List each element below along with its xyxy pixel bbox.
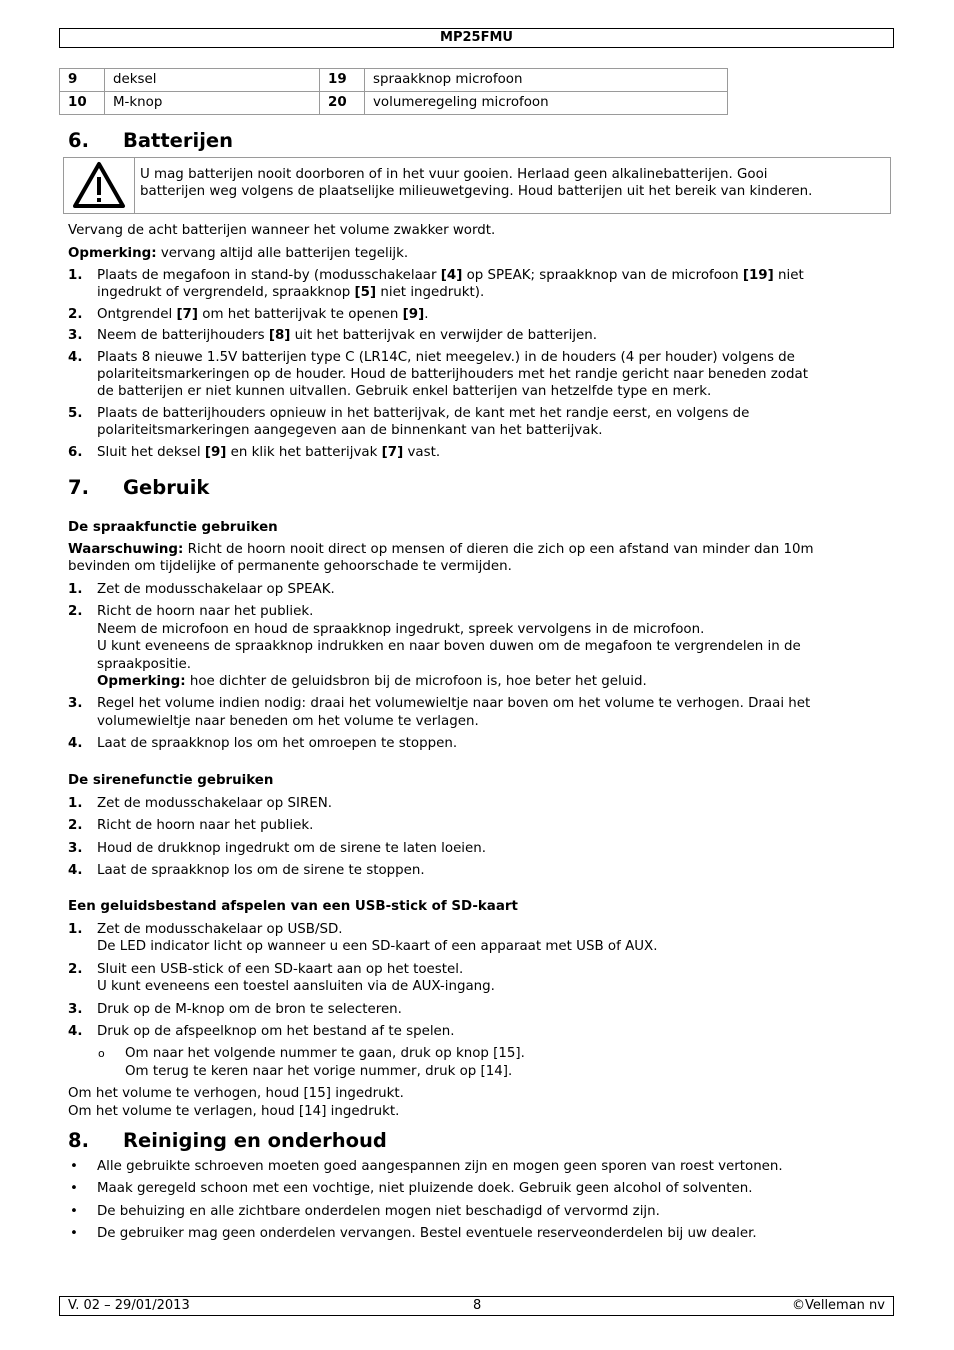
list-item: • De behuizing en alle zichtbare onderdelen mogen niet beschadigd of vervormd zijn. bbox=[70, 1203, 660, 1219]
parts-table bbox=[59, 68, 728, 115]
document-header bbox=[59, 28, 894, 48]
list-item: 3. Regel het volume indien nodig: draai het volumewieltje naar boven om het volume te verhogen. Draai het volumewieltje naar beneden om het volume te verlagen. bbox=[68, 696, 811, 729]
section-title: Reiniging en onderhoud bbox=[123, 1129, 387, 1152]
step-number: 6. bbox=[68, 444, 83, 460]
part-number: 19 bbox=[320, 69, 365, 92]
part-name: volumeregeling microfoon bbox=[365, 92, 728, 115]
section-heading-reiniging bbox=[68, 1129, 387, 1153]
list-item: 5. Plaats de batterijhouders opnieuw in het batterijvak, de kant met het randje eerst, en volgens de polariteitsmarkeringen aangegeven aan de binnenkant van het batterijvak. bbox=[68, 405, 750, 439]
sub-list-item: o Om naar het volgende nummer te gaan, druk op knop [15]. Om terug te keren naar het vorige nummer, druk op [14]. bbox=[98, 1046, 525, 1079]
list-item: 1. Zet de modusschakelaar op USB/SD. De LED indicator licht op wanneer u een SD-kaart of een apparaat met USB of AUX. bbox=[68, 922, 658, 955]
section-heading-gebruik bbox=[68, 476, 209, 500]
list-item: 6. Sluit het deksel [9] en klik het batterijvak [7] vast. bbox=[68, 444, 441, 460]
copyright: ©Velleman nv bbox=[791, 1298, 885, 1313]
section-title: Gebruik bbox=[123, 476, 210, 499]
list-item: 4. Druk op de afspeelknop om het bestand af te spelen. bbox=[68, 1024, 455, 1040]
part-name: deksel bbox=[105, 69, 320, 92]
warning-line: batterijen weg volgens de plaatselijke milieuwetgeving. Houd batterijen uit het bereik van kinderen. bbox=[140, 184, 813, 200]
list-item: 3. Neem de batterijhouders [8] uit het batterijvak en verwijder de batterijen. bbox=[68, 328, 598, 344]
section-number: 6. bbox=[68, 129, 89, 152]
battery-note bbox=[68, 245, 408, 262]
step-number: 4. bbox=[68, 349, 83, 365]
version-date: V. 02 – 29/01/2013 bbox=[68, 1298, 190, 1313]
list-item: 2. Ontgrendel [7] om het batterijvak te openen [9]. bbox=[68, 306, 429, 322]
siren-steps bbox=[68, 795, 888, 880]
list-item: • Maak geregeld schoon met een vochtige, niet pluizende doek. Gebruik geen alcohol of solventen. bbox=[70, 1181, 753, 1197]
step-number: 1. bbox=[68, 268, 83, 283]
bullet-icon: • bbox=[70, 1159, 78, 1174]
step-number: 5. bbox=[68, 405, 83, 421]
section-number: 7. bbox=[68, 476, 89, 499]
section-title: Batterijen bbox=[123, 129, 233, 152]
list-item: 4. Plaats 8 nieuwe 1.5V batterijen type C (LR14C, niet meegelev.) in de houders (4 per houder) volgens de polariteitsmarkeringen op de houder. Houd de batterijhouders met het randje gericht naar beneden zodat de batterijen er niet kunnen uitvallen. Gebruik enkel batterijen van hetzelfde type en merk. bbox=[68, 349, 808, 400]
bullet-icon: • bbox=[70, 1226, 78, 1242]
table-row bbox=[60, 92, 728, 115]
warning-text bbox=[140, 166, 885, 201]
part-number: 10 bbox=[60, 92, 105, 115]
step-number: 3. bbox=[68, 328, 83, 344]
page-number: 8 bbox=[473, 1298, 482, 1313]
model-name: MP25FMU bbox=[440, 30, 513, 45]
table-row bbox=[60, 69, 728, 92]
part-name: spraakknop microfoon bbox=[365, 69, 728, 92]
maintenance-list bbox=[68, 1158, 888, 1243]
note-text: vervang altijd alle batterijen tegelijk. bbox=[156, 246, 409, 261]
list-item: 1. Zet de modusschakelaar op SPEAK. bbox=[68, 582, 335, 597]
step-number: 2. bbox=[68, 306, 83, 322]
volume-down-text: Om het volume te verlagen, houd [14] ingedrukt. bbox=[68, 1104, 400, 1119]
list-item: 1. Plaats de megafoon in stand-by (modusschakelaar [4] op SPEAK; spraakknop van de microfoon [19] niet ingedrukt of vergrendeld, spraakknop [5] niet ingedrukt). bbox=[68, 268, 804, 301]
part-name: M-knop bbox=[105, 92, 320, 115]
list-item: 3. Houd de drukknop ingedrukt om de sirene te laten loeien. bbox=[68, 840, 487, 856]
warning-label: Waarschuwing: bbox=[68, 542, 184, 557]
usb-steps bbox=[68, 921, 888, 1080]
part-number: 9 bbox=[60, 69, 105, 92]
list-item: 4. Laat de spraakknop los om het omroepen te stoppen. bbox=[68, 736, 458, 752]
list-item: 2. Richt de hoorn naar het publiek. bbox=[68, 818, 314, 834]
speech-warning: Waarschuwing: Richt de hoorn nooit direct op mensen of dieren die zich op een afstand van minder dan 10m bevinden om tijdelijke of permanente gehoorschade te vermijden. bbox=[68, 542, 814, 575]
list-item: • De gebruiker mag geen onderdelen vervangen. Bestel eventuele reserveonderdelen bij uw dealer. bbox=[70, 1226, 757, 1242]
subheading-usb-sd: Een geluidsbestand afspelen van een USB-stick of SD-kaart bbox=[68, 899, 518, 914]
warning-line: U mag batterijen nooit doorboren of in het vuur gooien. Herlaad geen alkalinebatterijen. Gooi bbox=[140, 167, 768, 182]
battery-steps bbox=[68, 267, 888, 461]
subheading-spraakfunctie: De spraakfunctie gebruiken bbox=[68, 520, 278, 535]
bullet-icon: • bbox=[70, 1181, 78, 1197]
warning-triangle-icon bbox=[64, 158, 135, 213]
bullet-icon: • bbox=[70, 1203, 78, 1219]
subheading-sirenefunctie: De sirenefunctie gebruiken bbox=[68, 773, 274, 788]
list-item: 1. Zet de modusschakelaar op SIREN. bbox=[68, 796, 332, 811]
list-item: 2. Richt de hoorn naar het publiek. Neem de microfoon en houd de spraakknop ingedrukt, spreek vervolgens in de microfoon. U kunt eveneens de spraakknop indrukken en naar boven duwen om de megafoon te vergrendelen in de spraakpositie. Opmerking: hoe dichter de geluidsbron bij de microfoon is, hoe beter het geluid. bbox=[68, 604, 801, 690]
circle-bullet-icon: o bbox=[98, 1047, 105, 1061]
list-item: • Alle gebruikte schroeven moeten goed aangespannen zijn en mogen geen sporen van roest vertonen. bbox=[70, 1159, 783, 1174]
part-number: 20 bbox=[320, 92, 365, 115]
list-item: 3. Druk op de M-knop om de bron te selecteren. bbox=[68, 1001, 402, 1017]
section-heading-batterijen bbox=[68, 129, 233, 153]
battery-intro: Vervang de acht batterijen wanneer het volume zwakker wordt. bbox=[68, 223, 496, 238]
speech-steps bbox=[68, 581, 888, 753]
note-label: Opmerking: bbox=[68, 246, 157, 261]
volume-up-text: Om het volume te verhogen, houd [15] ingedrukt. bbox=[68, 1086, 404, 1101]
list-item: 2. Sluit een USB-stick of een SD-kaart aan op het toestel. U kunt eveneens een toestel aansluiten via de AUX-ingang. bbox=[68, 961, 495, 995]
list-item: 4. Laat de spraakknop los om de sirene te stoppen. bbox=[68, 863, 425, 879]
document-footer bbox=[59, 1296, 894, 1316]
warning-box bbox=[63, 157, 891, 214]
section-number: 8. bbox=[68, 1129, 89, 1152]
